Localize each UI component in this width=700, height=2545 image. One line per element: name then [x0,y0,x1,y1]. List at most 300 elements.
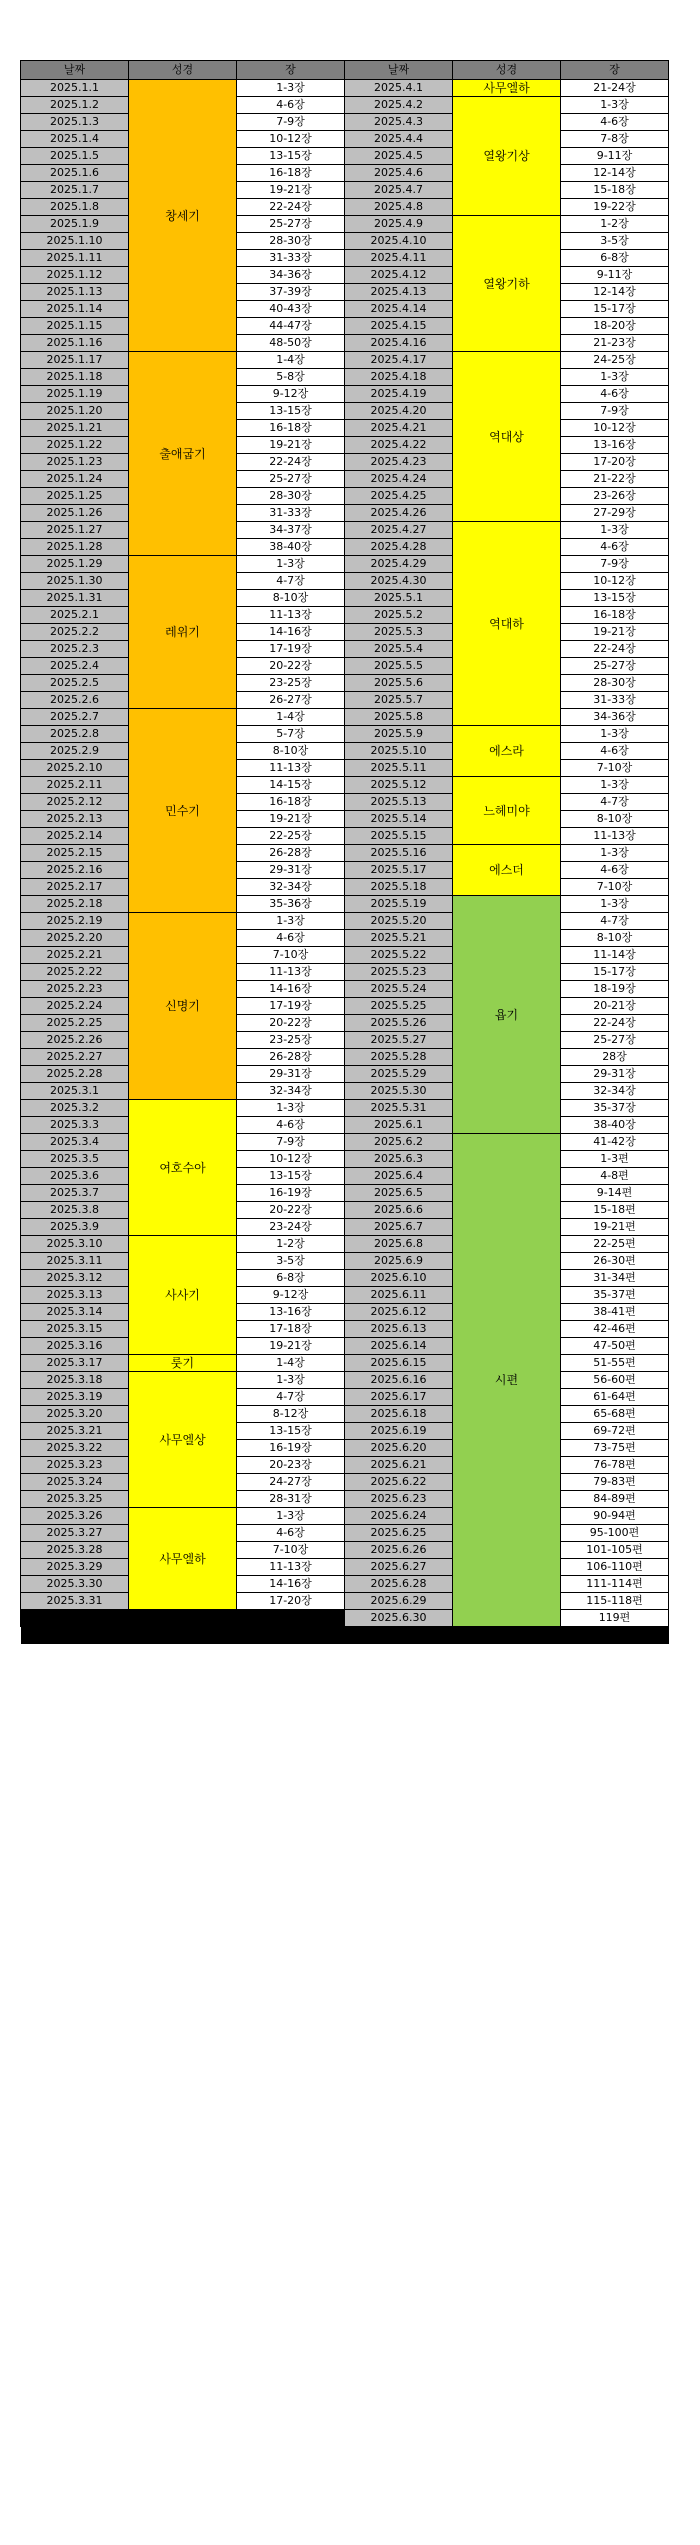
left-chapter-cell: 4-6장 [237,1117,345,1134]
right-chapter-cell: 38-41편 [561,1304,669,1321]
right-date-cell: 2025.5.12 [345,777,453,794]
table-row [21,1049,669,1066]
left-chapter-cell: 11-13장 [237,1559,345,1576]
left-date-cell: 2025.2.24 [21,998,129,1015]
left-chapter-cell: 16-19장 [237,1185,345,1202]
right-date-cell: 2025.5.25 [345,998,453,1015]
right-date-cell: 2025.6.3 [345,1151,453,1168]
left-date-cell: 2025.3.13 [21,1287,129,1304]
right-chapter-cell: 1-2장 [561,216,669,233]
left-chapter-cell: 16-18장 [237,165,345,182]
right-date-cell: 2025.5.24 [345,981,453,998]
right-chapter-cell: 4-6장 [561,386,669,403]
left-date-cell: 2025.1.24 [21,471,129,488]
right-book-cell: 열왕기상 [453,97,561,216]
right-chapter-cell: 1-3장 [561,522,669,539]
left-chapter-cell: 38-40장 [237,539,345,556]
right-chapter-cell: 3-5장 [561,233,669,250]
right-date-cell: 2025.4.5 [345,148,453,165]
left-date-cell: 2025.1.17 [21,352,129,369]
right-date-cell: 2025.6.11 [345,1287,453,1304]
right-date-cell: 2025.4.12 [345,267,453,284]
table-row [21,267,669,284]
right-date-cell: 2025.4.19 [345,386,453,403]
right-chapter-cell: 1-3장 [561,896,669,913]
right-date-cell: 2025.5.28 [345,1049,453,1066]
left-date-cell: 2025.3.10 [21,1236,129,1253]
left-date-cell: 2025.2.13 [21,811,129,828]
left-date-cell: 2025.2.7 [21,709,129,726]
right-chapter-cell: 1-3장 [561,97,669,114]
right-chapter-cell: 7-9장 [561,403,669,420]
left-book-cell: 룻기 [129,1355,237,1372]
table-row [21,590,669,607]
left-chapter-cell: 1-3장 [237,1100,345,1117]
right-date-cell: 2025.4.3 [345,114,453,131]
table-row [21,182,669,199]
right-date-cell: 2025.4.4 [345,131,453,148]
right-date-cell: 2025.6.15 [345,1355,453,1372]
table-row [21,369,669,386]
left-chapter-cell: 16-18장 [237,420,345,437]
table-row [21,403,669,420]
left-chapter-cell: 19-21장 [237,1338,345,1355]
right-chapter-cell: 28-30장 [561,675,669,692]
right-date-cell: 2025.5.13 [345,794,453,811]
table-row [21,777,669,794]
table-row [21,743,669,760]
table-row [21,896,669,913]
left-chapter-cell: 13-15장 [237,148,345,165]
left-blank-cell [21,1610,345,1627]
left-chapter-cell: 40-43장 [237,301,345,318]
left-chapter-cell: 1-3장 [237,80,345,97]
left-chapter-cell: 6-8장 [237,1270,345,1287]
left-book-cell: 사무엘상 [129,1372,237,1508]
right-date-cell: 2025.5.19 [345,896,453,913]
right-date-cell: 2025.4.14 [345,301,453,318]
table-row [21,1440,669,1457]
left-chapter-cell: 13-16장 [237,1304,345,1321]
table-row [21,1457,669,1474]
left-chapter-cell: 31-33장 [237,250,345,267]
right-date-cell: 2025.5.1 [345,590,453,607]
right-date-cell: 2025.6.7 [345,1219,453,1236]
header-row [21,61,669,80]
left-date-cell: 2025.1.30 [21,573,129,590]
right-chapter-cell: 15-18장 [561,182,669,199]
left-chapter-cell: 25-27장 [237,471,345,488]
left-date-cell: 2025.2.20 [21,930,129,947]
right-date-cell: 2025.6.10 [345,1270,453,1287]
header-chapter-right: 장 [561,61,669,80]
right-date-cell: 2025.4.15 [345,318,453,335]
right-book-cell: 에스더 [453,845,561,896]
left-chapter-cell: 4-6장 [237,97,345,114]
left-date-cell: 2025.2.21 [21,947,129,964]
left-date-cell: 2025.3.25 [21,1491,129,1508]
right-date-cell: 2025.4.28 [345,539,453,556]
table-row [21,1338,669,1355]
table-row [21,114,669,131]
right-chapter-cell: 115-118편 [561,1593,669,1610]
right-chapter-cell: 7-9장 [561,556,669,573]
left-chapter-cell: 23-24장 [237,1219,345,1236]
right-chapter-cell: 26-30편 [561,1253,669,1270]
left-date-cell: 2025.1.16 [21,335,129,352]
left-date-cell: 2025.2.18 [21,896,129,913]
table-row [21,437,669,454]
left-chapter-cell: 44-47장 [237,318,345,335]
left-date-cell: 2025.3.14 [21,1304,129,1321]
footer-bar-cell [21,1627,669,1645]
left-chapter-cell: 1-3장 [237,556,345,573]
right-chapter-cell: 32-34장 [561,1083,669,1100]
left-chapter-cell: 9-12장 [237,1287,345,1304]
right-date-cell: 2025.6.1 [345,1117,453,1134]
left-chapter-cell: 32-34장 [237,1083,345,1100]
left-date-cell: 2025.3.21 [21,1423,129,1440]
right-date-cell: 2025.6.14 [345,1338,453,1355]
right-date-cell: 2025.4.10 [345,233,453,250]
right-chapter-cell: 15-18편 [561,1202,669,1219]
left-date-cell: 2025.1.25 [21,488,129,505]
right-date-cell: 2025.6.25 [345,1525,453,1542]
table-row [21,845,669,862]
right-chapter-cell: 47-50편 [561,1338,669,1355]
left-chapter-cell: 20-22장 [237,1202,345,1219]
table-row [21,1304,669,1321]
left-date-cell: 2025.3.22 [21,1440,129,1457]
right-book-cell: 사무엘하 [453,80,561,97]
left-date-cell: 2025.2.2 [21,624,129,641]
right-book-cell: 시편 [453,1134,561,1627]
table-row [21,335,669,352]
right-date-cell: 2025.5.8 [345,709,453,726]
right-date-cell: 2025.4.21 [345,420,453,437]
table-row [21,301,669,318]
right-chapter-cell: 21-22장 [561,471,669,488]
table-row [21,964,669,981]
right-chapter-cell: 76-78편 [561,1457,669,1474]
left-chapter-cell: 28-30장 [237,233,345,250]
right-date-cell: 2025.4.23 [345,454,453,471]
left-chapter-cell: 20-22장 [237,1015,345,1032]
table-row [21,1491,669,1508]
left-chapter-cell: 11-13장 [237,607,345,624]
left-date-cell: 2025.3.17 [21,1355,129,1372]
left-chapter-cell: 1-3장 [237,1508,345,1525]
right-chapter-cell: 38-40장 [561,1117,669,1134]
left-book-cell: 여호수아 [129,1100,237,1236]
right-chapter-cell: 4-6장 [561,862,669,879]
table-row [21,539,669,556]
left-chapter-cell: 13-15장 [237,1168,345,1185]
table-row [21,352,669,369]
right-chapter-cell: 9-11장 [561,148,669,165]
right-chapter-cell: 111-114편 [561,1576,669,1593]
right-date-cell: 2025.6.27 [345,1559,453,1576]
right-date-cell: 2025.6.16 [345,1372,453,1389]
table-row [21,131,669,148]
header-date-right: 날짜 [345,61,453,80]
left-chapter-cell: 4-7장 [237,573,345,590]
header-book-right: 성경 [453,61,561,80]
table-row [21,471,669,488]
table-row [21,97,669,114]
table-row [21,1134,669,1151]
table-row [21,607,669,624]
left-date-cell: 2025.3.31 [21,1593,129,1610]
table-row [21,1270,669,1287]
right-chapter-cell: 4-6장 [561,743,669,760]
right-chapter-cell: 73-75편 [561,1440,669,1457]
right-date-cell: 2025.5.2 [345,607,453,624]
left-chapter-cell: 11-13장 [237,760,345,777]
right-chapter-cell: 21-24장 [561,80,669,97]
right-date-cell: 2025.4.25 [345,488,453,505]
left-date-cell: 2025.2.15 [21,845,129,862]
left-chapter-cell: 23-25장 [237,1032,345,1049]
left-date-cell: 2025.1.12 [21,267,129,284]
left-date-cell: 2025.2.19 [21,913,129,930]
plan-body [21,80,669,1645]
right-date-cell: 2025.6.12 [345,1304,453,1321]
table-row [21,1287,669,1304]
right-chapter-cell: 4-6장 [561,114,669,131]
table-row [21,386,669,403]
right-date-cell: 2025.4.18 [345,369,453,386]
table-row [21,879,669,896]
left-chapter-cell: 26-27장 [237,692,345,709]
right-chapter-cell: 41-42장 [561,1134,669,1151]
right-chapter-cell: 25-27장 [561,1032,669,1049]
left-date-cell: 2025.3.8 [21,1202,129,1219]
table-row [21,420,669,437]
left-date-cell: 2025.1.28 [21,539,129,556]
table-row [21,556,669,573]
left-date-cell: 2025.2.6 [21,692,129,709]
left-chapter-cell: 10-12장 [237,1151,345,1168]
right-date-cell: 2025.4.26 [345,505,453,522]
left-chapter-cell: 10-12장 [237,131,345,148]
left-chapter-cell: 22-25장 [237,828,345,845]
table-row [21,1372,669,1389]
left-date-cell: 2025.1.11 [21,250,129,267]
left-date-cell: 2025.1.31 [21,590,129,607]
left-date-cell: 2025.2.11 [21,777,129,794]
left-chapter-cell: 20-23장 [237,1457,345,1474]
left-date-cell: 2025.1.15 [21,318,129,335]
right-date-cell: 2025.4.2 [345,97,453,114]
right-chapter-cell: 18-19장 [561,981,669,998]
left-chapter-cell: 19-21장 [237,437,345,454]
left-chapter-cell: 3-5장 [237,1253,345,1270]
left-date-cell: 2025.3.9 [21,1219,129,1236]
right-chapter-cell: 69-72편 [561,1423,669,1440]
left-date-cell: 2025.3.23 [21,1457,129,1474]
right-chapter-cell: 42-46편 [561,1321,669,1338]
right-date-cell: 2025.6.9 [345,1253,453,1270]
right-chapter-cell: 101-105편 [561,1542,669,1559]
right-date-cell: 2025.5.6 [345,675,453,692]
table-row [21,998,669,1015]
left-chapter-cell: 14-16장 [237,981,345,998]
left-book-cell: 신명기 [129,913,237,1100]
right-date-cell: 2025.5.31 [345,1100,453,1117]
left-chapter-cell: 17-19장 [237,641,345,658]
left-chapter-cell: 35-36장 [237,896,345,913]
right-date-cell: 2025.6.26 [345,1542,453,1559]
table-row [21,811,669,828]
right-date-cell: 2025.5.7 [345,692,453,709]
left-date-cell: 2025.3.28 [21,1542,129,1559]
left-date-cell: 2025.1.9 [21,216,129,233]
left-date-cell: 2025.3.20 [21,1406,129,1423]
right-chapter-cell: 24-25장 [561,352,669,369]
left-date-cell: 2025.3.7 [21,1185,129,1202]
table-row [21,1032,669,1049]
right-date-cell: 2025.4.20 [345,403,453,420]
right-date-cell: 2025.6.13 [345,1321,453,1338]
right-chapter-cell: 4-6장 [561,539,669,556]
left-date-cell: 2025.3.12 [21,1270,129,1287]
left-book-cell: 창세기 [129,80,237,352]
right-date-cell: 2025.6.20 [345,1440,453,1457]
left-chapter-cell: 26-28장 [237,845,345,862]
table-row [21,1508,669,1525]
table-row [21,760,669,777]
right-book-cell: 에스라 [453,726,561,777]
right-date-cell: 2025.5.11 [345,760,453,777]
left-date-cell: 2025.3.19 [21,1389,129,1406]
left-chapter-cell: 14-15장 [237,777,345,794]
table-row [21,726,669,743]
left-date-cell: 2025.1.14 [21,301,129,318]
right-chapter-cell: 84-89편 [561,1491,669,1508]
left-date-cell: 2025.3.26 [21,1508,129,1525]
right-date-cell: 2025.6.24 [345,1508,453,1525]
table-row [21,505,669,522]
left-date-cell: 2025.3.18 [21,1372,129,1389]
right-date-cell: 2025.6.6 [345,1202,453,1219]
header-chapter-left: 장 [237,61,345,80]
right-date-cell: 2025.4.16 [345,335,453,352]
left-chapter-cell: 1-4장 [237,1355,345,1372]
right-date-cell: 2025.6.17 [345,1389,453,1406]
left-chapter-cell: 37-39장 [237,284,345,301]
left-chapter-cell: 5-7장 [237,726,345,743]
table-row [21,454,669,471]
right-chapter-cell: 12-14장 [561,284,669,301]
footer-bar [21,1627,669,1645]
table-row [21,947,669,964]
right-date-cell: 2025.5.15 [345,828,453,845]
right-chapter-cell: 18-20장 [561,318,669,335]
left-book-cell: 사사기 [129,1236,237,1355]
left-date-cell: 2025.1.26 [21,505,129,522]
right-chapter-cell: 7-10장 [561,760,669,777]
left-date-cell: 2025.2.4 [21,658,129,675]
table-row [21,1610,669,1627]
right-chapter-cell: 13-15장 [561,590,669,607]
left-chapter-cell: 16-18장 [237,794,345,811]
left-chapter-cell: 19-21장 [237,811,345,828]
header-date-left: 날짜 [21,61,129,80]
left-date-cell: 2025.2.5 [21,675,129,692]
right-date-cell: 2025.4.13 [345,284,453,301]
left-book-cell: 출애굽기 [129,352,237,556]
right-book-cell: 열왕기하 [453,216,561,352]
left-chapter-cell: 17-19장 [237,998,345,1015]
table-row [21,1151,669,1168]
left-chapter-cell: 9-12장 [237,386,345,403]
left-chapter-cell: 28-30장 [237,488,345,505]
right-chapter-cell: 10-12장 [561,420,669,437]
left-chapter-cell: 7-10장 [237,947,345,964]
left-date-cell: 2025.1.8 [21,199,129,216]
right-date-cell: 2025.4.7 [345,182,453,199]
right-date-cell: 2025.5.23 [345,964,453,981]
table-row [21,1253,669,1270]
right-date-cell: 2025.5.9 [345,726,453,743]
left-date-cell: 2025.3.5 [21,1151,129,1168]
right-chapter-cell: 21-23장 [561,335,669,352]
right-chapter-cell: 10-12장 [561,573,669,590]
table-row [21,658,669,675]
right-chapter-cell: 1-3장 [561,369,669,386]
right-chapter-cell: 61-64편 [561,1389,669,1406]
right-chapter-cell: 31-33장 [561,692,669,709]
right-chapter-cell: 6-8장 [561,250,669,267]
left-chapter-cell: 22-24장 [237,199,345,216]
table-row [21,250,669,267]
left-chapter-cell: 8-10장 [237,743,345,760]
table-row [21,624,669,641]
right-chapter-cell: 8-10장 [561,811,669,828]
table-row [21,930,669,947]
right-chapter-cell: 20-21장 [561,998,669,1015]
table-row [21,1100,669,1117]
left-date-cell: 2025.1.18 [21,369,129,386]
right-chapter-cell: 35-37장 [561,1100,669,1117]
right-date-cell: 2025.5.27 [345,1032,453,1049]
right-chapter-cell: 29-31장 [561,1066,669,1083]
left-date-cell: 2025.2.16 [21,862,129,879]
table-row [21,318,669,335]
right-date-cell: 2025.6.2 [345,1134,453,1151]
table-row [21,1542,669,1559]
right-chapter-cell: 19-21편 [561,1219,669,1236]
right-date-cell: 2025.6.30 [345,1610,453,1627]
right-date-cell: 2025.4.8 [345,199,453,216]
table-row [21,1117,669,1134]
left-date-cell: 2025.2.1 [21,607,129,624]
right-chapter-cell: 4-7장 [561,794,669,811]
right-book-cell: 느헤미야 [453,777,561,845]
left-date-cell: 2025.1.27 [21,522,129,539]
right-date-cell: 2025.6.4 [345,1168,453,1185]
left-chapter-cell: 7-9장 [237,1134,345,1151]
left-chapter-cell: 14-16장 [237,624,345,641]
right-chapter-cell: 9-14편 [561,1185,669,1202]
right-chapter-cell: 65-68편 [561,1406,669,1423]
left-chapter-cell: 8-10장 [237,590,345,607]
left-chapter-cell: 14-16장 [237,1576,345,1593]
right-chapter-cell: 16-18장 [561,607,669,624]
right-date-cell: 2025.4.17 [345,352,453,369]
left-chapter-cell: 4-7장 [237,1389,345,1406]
